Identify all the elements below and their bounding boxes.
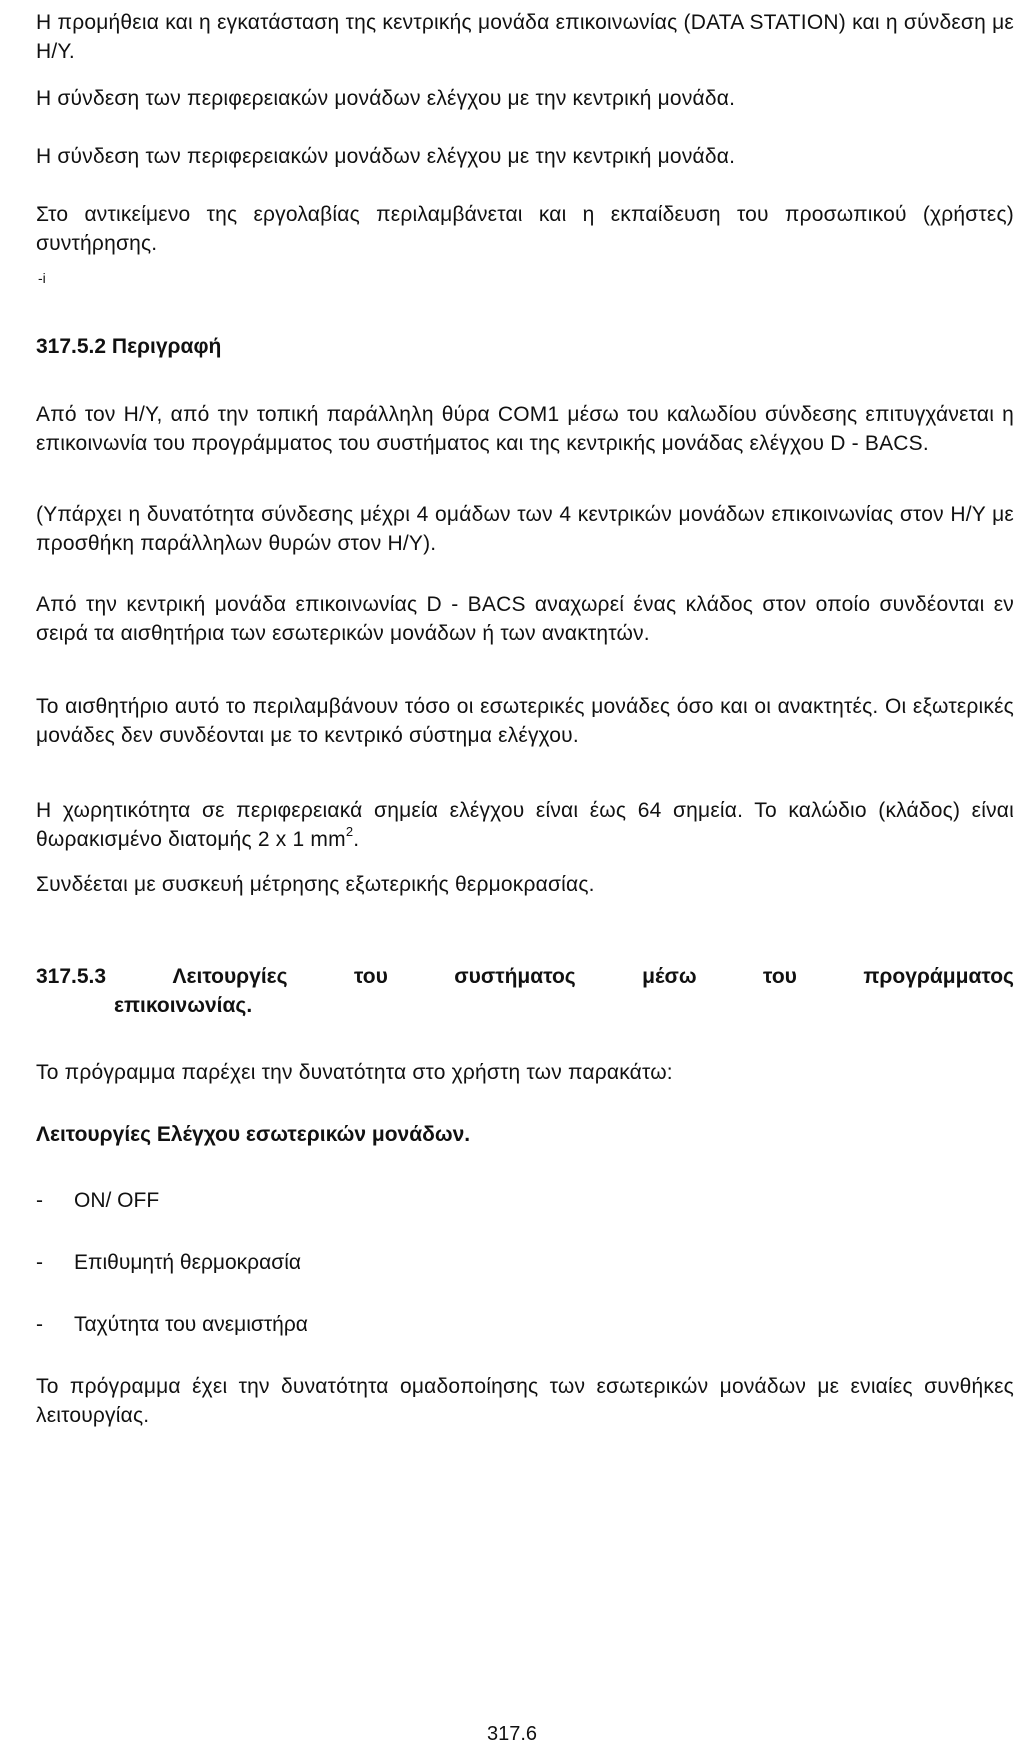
paragraph-peripheral-connection-2: Η σύνδεση των περιφερειακών μονάδων ελέγχου με την κεντρική μονάδα. bbox=[36, 145, 736, 168]
list-item-label: Ταχύτητα του ανεμιστήρα bbox=[74, 1313, 308, 1336]
paragraph-data-station: Η προμήθεια και η εγκατάσταση της κεντρικής μονάδα επικοινωνίας (DATA STATION) και η σύνδεση με Η/Υ. bbox=[36, 11, 1014, 63]
section-number: 317.5.3 bbox=[36, 965, 107, 988]
paragraph-sensor: Το αισθητήριο αυτό το περιλαμβάνουν τόσο οι εσωτερικές μονάδες όσο και οι ανακτητές. Οι εξωτερικές μονάδες δεν συνδέονται με το κεντρικό σύστημα ελέγχου. bbox=[36, 695, 1014, 747]
section-heading-row bbox=[36, 962, 1014, 991]
paragraph-branch: Από την κεντρική μονάδα επικοινωνίας D - BACS αναχωρεί ένας κλάδος στον οποίο συνδέονται εν σειρά τα αισθητήρια των εσωτερικών μονάδων ή των ανακτητών. bbox=[36, 593, 1014, 645]
section-heading-317-5-3 bbox=[36, 962, 1014, 1020]
paragraph-training: Στο αντικείμενο της εργολαβίας περιλαμβάνεται και η εκπαίδευση του προσωπικού (χρήστες) συντήρησης. bbox=[36, 203, 1014, 255]
paragraph-com1: Από τον Η/Υ, από την τοπική παράλληλη θύρα COM1 μέσω του καλωδίου σύνδεσης επιτυγχάνεται η επικοινωνία του προγράμματος του συστήματος και της κεντρικής μονάδας ελέγχου D - BACS. bbox=[36, 403, 1014, 455]
section-title: Περιγραφή bbox=[111, 335, 222, 358]
list-item-label: ON/ OFF bbox=[74, 1189, 160, 1212]
section-title-continuation: επικοινωνίας. bbox=[114, 994, 253, 1017]
section-title-word: προγράμματος bbox=[863, 965, 1014, 988]
capacity-end: . bbox=[353, 828, 360, 851]
section-title-word: μέσω bbox=[642, 965, 697, 988]
bullet-dash: - bbox=[36, 1251, 43, 1274]
list-item bbox=[36, 1186, 159, 1215]
paragraph-program-offers: Το πρόγραμμα παρέχει την δυνατότητα στο χρήστη των παρακάτω: bbox=[36, 1061, 673, 1084]
section-title-word: Λειτουργίες bbox=[172, 965, 288, 988]
bullet-dash: - bbox=[36, 1313, 43, 1336]
paragraph-temperature-device: Συνδέεται με συσκευή μέτρησης εξωτερικής θερμοκρασίας. bbox=[36, 873, 595, 896]
section-title-word: του bbox=[354, 965, 388, 988]
paragraph-capacity bbox=[36, 796, 1014, 854]
section-number: 317.5.2 bbox=[36, 335, 107, 358]
section-title-word: συστήματος bbox=[454, 965, 576, 988]
section-title-word: του bbox=[763, 965, 797, 988]
paragraph-peripheral-connection-1: Η σύνδεση των περιφερειακών μονάδων ελέγχου με την κεντρική μονάδα. bbox=[36, 87, 736, 110]
subheading-control-functions: Λειτουργίες Ελέγχου εσωτερικών μονάδων. bbox=[36, 1123, 471, 1146]
capacity-text: Η χωρητικότητα σε περιφερειακά σημεία ελέγχου είναι έως 64 σημεία. Το καλώδιο (κλάδος) είναι θωρακισμένο διατομής 2 x 1 mm bbox=[36, 799, 1014, 851]
stray-mark: -i bbox=[38, 270, 46, 286]
paragraph-grouping: Το πρόγραμμα έχει την δυνατότητα ομαδοποίησης των εσωτερικών μονάδων με ενιαίες συνθήκες λειτουργίας. bbox=[36, 1375, 1014, 1427]
bullet-dash: - bbox=[36, 1189, 43, 1212]
section-heading-317-5-2 bbox=[36, 332, 221, 361]
paragraph-groups: (Υπάρχει η δυνατότητα σύνδεσης μέχρι 4 ομάδων των 4 κεντρικών μονάδων επικοινωνίας στον Η/Υ με προσθήκη παράλληλων θυρών στον Η/Υ). bbox=[36, 503, 1014, 555]
superscript: 2 bbox=[345, 824, 354, 839]
list-item bbox=[36, 1248, 301, 1277]
list-item-label: Επιθυμητή θερμοκρασία bbox=[74, 1251, 302, 1274]
page-number: 317.6 bbox=[486, 1723, 538, 1745]
list-item bbox=[36, 1310, 308, 1339]
